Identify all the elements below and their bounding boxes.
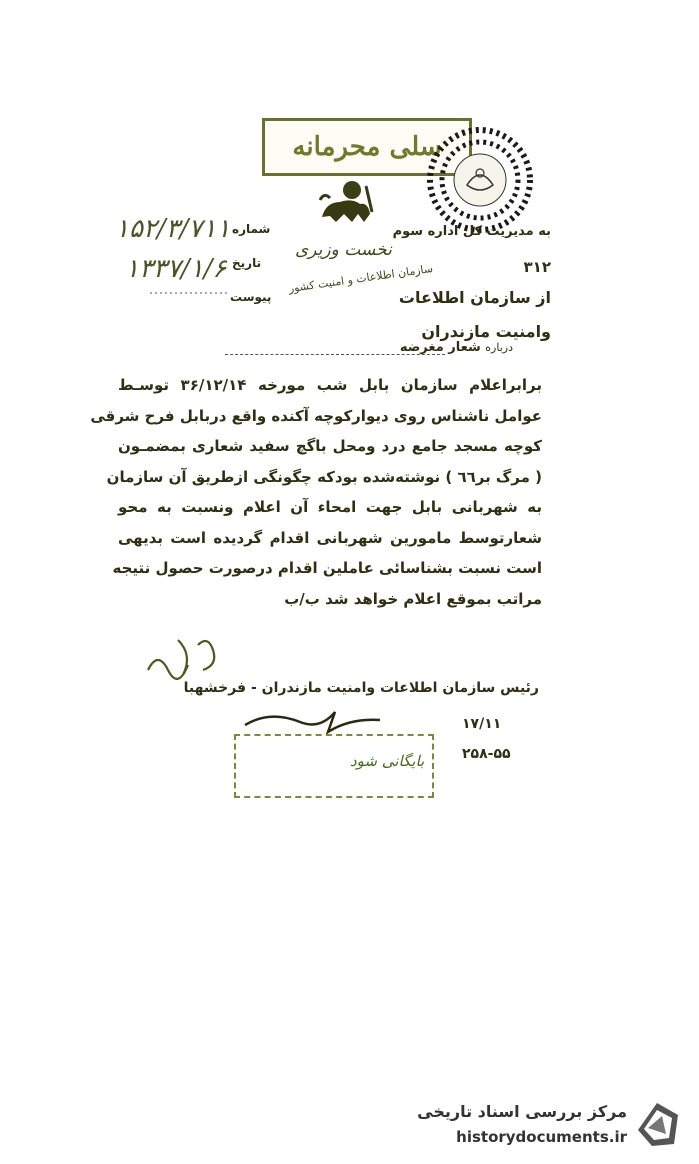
letter-body [90,370,542,614]
watermark-title: مرکز بررسی اسناد تاریخی [417,1102,627,1121]
subject-underline [225,354,445,355]
date-label: تاریخ [232,256,262,270]
body-line: شعارتوسط مامورین شهربانی اقدام گردیده است بدیهی [118,528,542,547]
number-label: شماره [232,222,271,236]
classification-stamp-text: سلی محرمانه [292,132,442,162]
emblem-caption: نخست وزیری [295,240,392,260]
history-documents-logo-icon [632,1100,682,1150]
body-line: برابراعلام سازمان بابل شب مورخه ۳۶/۱۲/۱۴ توسـط [118,376,542,394]
org-name-line2: وامنیت مازندران [421,322,551,341]
body-line: است نسبت بشناسائی عاملین اقدام درصورت حصول نتیجه [112,559,542,577]
handwritten-number: ۱۵۲/۳/۷۱۱ [115,214,231,244]
signatory-title: رئیس سازمان اطلاعات وامنیت مازندران - فرخشهبا [183,680,539,696]
body-line: به شهربانی بابل جهت امحاء آن اعلام ونسبت به محو [118,498,542,516]
filing-stamp-text: بایگانی شود [350,752,425,770]
subject-line [400,340,513,355]
lion-and-sun-emblem-icon [312,172,382,232]
handwritten-date: ۱۳۳۷/۱/۶ [125,254,227,284]
file-number: ۲۵۸-۵۵ [462,746,511,762]
attachment-line [150,288,230,298]
attachment-label: پیوست [230,290,272,304]
emblem-subcaption: سازمان اطلاعات و امنیت کشور [287,261,434,296]
body-line: کوچه مسجد جامع درد ومحل باگچ سفید شعاری بمضمـون [118,437,542,455]
reference-number: ۳۱۲ [523,258,551,276]
body-line: ( مرگ بر٦٦ ) نوشته‌شده بودکه چگونگی ازطریق آن سازمان [106,467,542,486]
watermark-url: historydocuments.ir [456,1128,627,1146]
org-name-line1: از سازمان اطلاعات [398,288,551,307]
body-line: عوامل ناشناس روی دیوارکوچه آکنده واقع دربابل فرح شرقی [90,406,542,425]
subject-value: شعار مغرضه [399,340,481,355]
round-seal-icon [425,125,535,235]
department-heading: به مدیریت کل اداره سوم [392,224,551,239]
received-stamp-number: ۱۷/۱۱ [462,716,502,732]
body-line: مراتب بموقع اعلام خواهد شد ب/ب [284,589,542,608]
subject-label: درباره [485,341,513,354]
